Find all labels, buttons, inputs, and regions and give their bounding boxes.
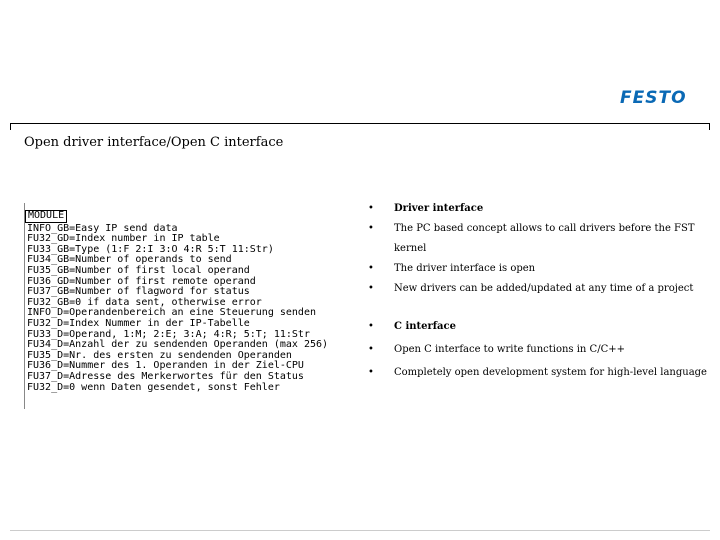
bullet-marker: • [368,321,374,332]
bullet-item [368,279,708,299]
code-line: FU37_GB=Number of flagword for status [27,286,250,298]
bullet-item [368,219,708,259]
bullet-marker: • [368,344,374,355]
bullet-text: Open C interface to write functions in C/C++ [394,344,625,355]
code-line: FU32_GD=Index number in IP table [27,233,220,245]
bullet-text: Completely open development system for high-level language [394,367,707,378]
code-line: FU33_GB=Type (1:F 2:I 3:O 4:R 5:T 11:Str) [27,243,274,255]
code-line: FU34_GB=Number of operands to send [27,254,232,266]
code-line: FU35_GB=Number of first local operand [27,264,250,276]
bullet-group-gap [368,299,708,317]
code-line: FU32_GB=0 if data sent, otherwise error [27,296,262,308]
bullet-marker: • [368,367,374,378]
bullet-item [368,259,708,279]
bullet-item-driver-interface [368,199,708,219]
title-divider-right-tick [709,123,710,130]
footer-divider [10,530,710,531]
bullet-text: New drivers can be added/updated at any time of a project [394,283,694,294]
bullet-marker: • [368,263,374,274]
code-line: INFO_GB=Easy IP send data [27,222,178,234]
code-listing [24,203,343,409]
code-line: FU37_D=Adresse des Merkerwortes für den Status [27,370,304,382]
code-line: INFO_D=Operandenbereich an eine Steuerung senden [27,307,316,319]
bullet-text: The driver interface is open [394,263,536,274]
bullet-item-c-interface [368,317,708,337]
code-line: FU34_D=Anzahl der zu sendenden Operanden (max 256) [27,339,329,351]
bullet-list [368,199,708,383]
bullet-text: Driver interface [394,203,484,214]
bullet-item [368,363,708,383]
title-divider [10,123,710,124]
code-line: FU32_D=Index Nummer in der IP-Tabelle [27,317,250,329]
festo-logo: FESTO [620,88,687,108]
code-line: FU33_D=Operand, 1:M; 2:E; 3:A; 4:R; 5:T; 11:Str [27,328,310,340]
bullet-marker: • [368,203,374,214]
bullet-text: C interface [394,321,456,332]
code-line: FU36_GD=Number of first remote operand [27,275,256,287]
bullet-marker: • [368,223,374,234]
page-title: Open driver interface/Open C interface [24,135,284,150]
bullet-marker: • [368,283,374,294]
bullet-text: The PC based concept allows to call drivers before the FST kernel [394,223,695,254]
bullet-item [368,340,708,360]
title-divider-left-tick [10,123,11,130]
code-line: FU36_D=Nummer des 1. Operanden in der Ziel-CPU [27,360,304,372]
code-line: FU35_D=Nr. des ersten zu sendenden Operanden [27,349,292,361]
code-line: FU32_D=0 wenn Daten gesendet, sonst Fehler [27,381,280,393]
code-module-header: MODULE [25,210,67,223]
